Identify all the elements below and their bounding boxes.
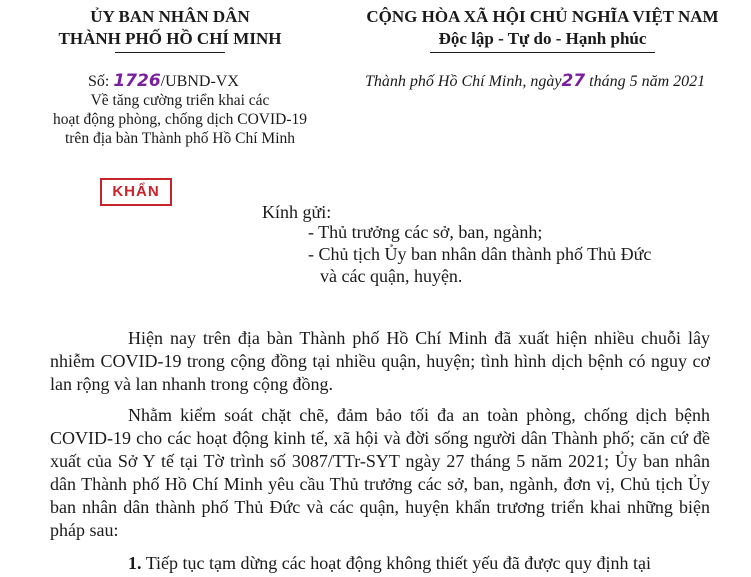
authority-underline xyxy=(115,52,225,53)
body-paragraph-1 xyxy=(50,327,710,396)
doc-number-suffix: /UBND-VX xyxy=(160,73,239,90)
urgent-stamp: KHẨN xyxy=(100,178,172,206)
national-motto xyxy=(345,6,740,53)
doc-number-prefix: Số: xyxy=(88,73,114,90)
recipient-2-cont: và các quận, huyện. xyxy=(320,266,463,286)
paragraph-1-text: Hiện nay trên địa bàn Thành phố Hồ Chí Minh đã xuất hiện nhiều chuỗi lây nhiễm COVID-19 trong cộng đồng tại nhiều quận, huyện; tình hình dịch bệnh có nguy cơ lan rộng và lan nhanh trong cộng đồng. xyxy=(50,328,710,394)
body-paragraph-2 xyxy=(50,404,710,542)
subject-line-2: hoạt động phòng, chống dịch COVID-19 xyxy=(53,111,307,128)
issuing-authority xyxy=(20,6,320,53)
country-name: CỘNG HÒA XÃ HỘI CHỦ NGHĨA VIỆT NAM xyxy=(366,7,719,26)
date-handwritten-day: 27 xyxy=(561,71,586,91)
paragraph-2-text: Nhằm kiểm soát chặt chẽ, đảm bảo tối đa an toàn phòng, chống dịch bệnh COVID-19 cho các hoạt động kinh tế, xã hội và đời sống người dân Thành phố; căn cứ đề xuất của Sở Y tế tại Tờ trình số 3087/TTr-SYT ngày 27 tháng 5 năm 2021; Ủy ban nhân dân Thành phố Hồ Chí Minh yêu cầu Thủ trưởng các sở, ban, ngành, đơn vị, Chủ tịch Ủy ban nhân dân thành phố Thủ Đức và các quận, huyện khẩn trương triển khai những biện pháp sau: xyxy=(50,405,710,540)
item-1-text: Tiếp tục tạm dừng các hoạt động không thiết yếu đã được quy định tại xyxy=(145,553,651,573)
doc-number-handwritten: 1726 xyxy=(113,71,161,91)
authority-line-1: ỦY BAN NHÂN DÂN xyxy=(90,7,250,26)
list-item-1 xyxy=(50,552,710,575)
subject-line-1: Về tăng cường triển khai các xyxy=(90,92,270,109)
motto-underline xyxy=(430,52,655,53)
authority-line-2: THÀNH PHỐ HỒ CHÍ MINH xyxy=(58,29,282,48)
motto: Độc lập - Tự do - Hạnh phúc xyxy=(438,29,647,48)
recipient-1: - Thủ trưởng các sở, ban, ngành; xyxy=(308,222,543,242)
date-prefix: Thành phố Hồ Chí Minh, ngày xyxy=(365,73,562,90)
recipient-2: - Chủ tịch Ủy ban nhân dân thành phố Thủ Đức xyxy=(308,244,652,264)
date-suffix: tháng 5 năm 2021 xyxy=(589,73,706,90)
subject-line-3: trên địa bàn Thành phố Hồ Chí Minh xyxy=(64,130,296,147)
item-1-number: 1. xyxy=(128,553,142,573)
greeting: Kính gửi: xyxy=(262,202,332,222)
document-number xyxy=(88,71,239,91)
issue-date xyxy=(365,71,705,91)
subject-block xyxy=(30,91,330,148)
